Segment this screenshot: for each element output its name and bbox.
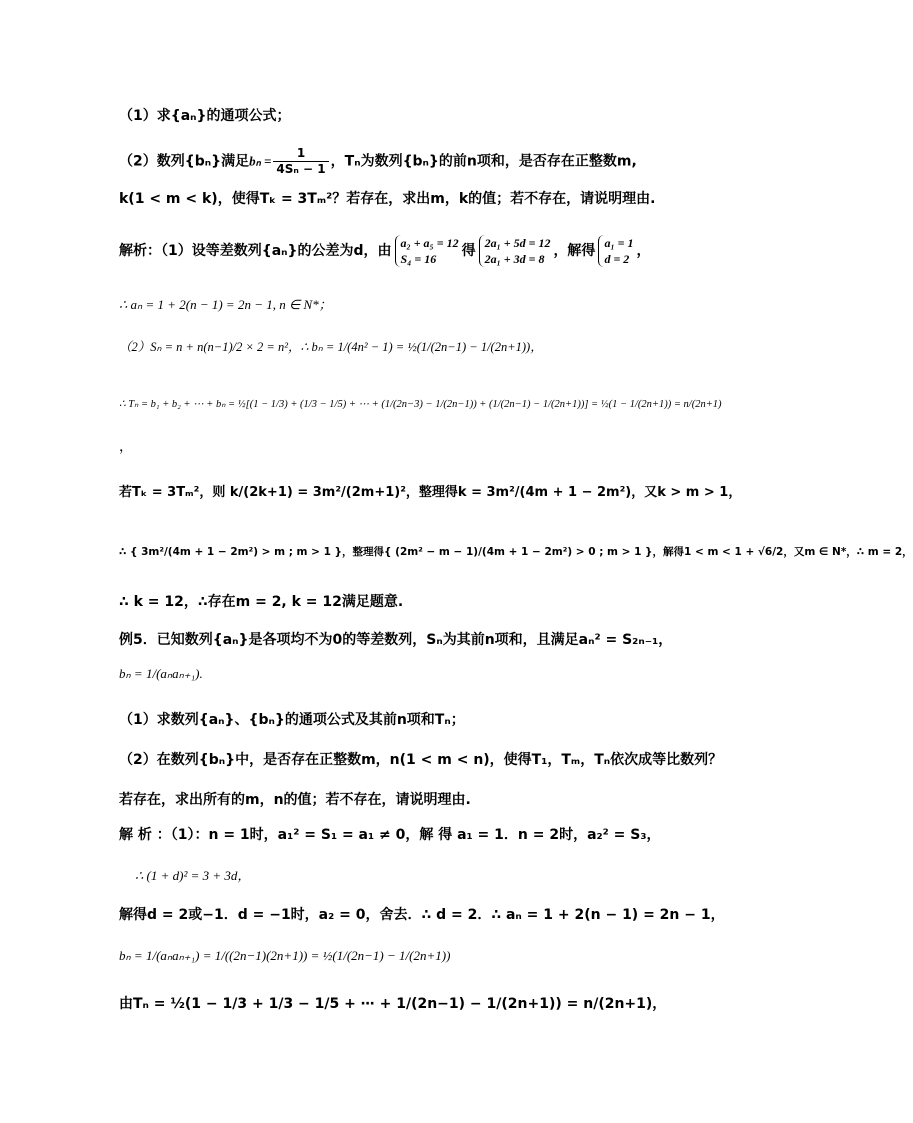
- d-equation: ∴ (1 + d)² = 3 + 3d，: [135, 868, 251, 883]
- equation-line: a₁ = 1: [604, 236, 634, 250]
- equation-line: 2a₁ + 3d = 8: [484, 252, 545, 266]
- equation-system-given: [395, 235, 459, 267]
- solution-part-1: [119, 235, 650, 267]
- conclusion: ∴ k = 12，∴存在m = 2, k = 12满足题意.: [119, 594, 404, 610]
- tn-telescoping-sum: ∴ Tₙ = b₁ + b₂ + ⋯ + bₙ = ½[(1 − 1/3) + (1/3 − 1/5) + ⋯ + (1/(2n−3) − 1/(2n−1)) + (1/(2n−1) − 1/(2n+1))] = ½(1 − 1/(2n+1)) = n/(2n+1): [119, 399, 722, 410]
- example-5-statement: 例5．已知数列{aₙ}是各项均不为0的等差数列，Sₙ为其前n项和，且满足aₙ² = S₂ₙ₋₁，: [119, 632, 673, 648]
- b-n-expansion: bₙ = 1/(aₙaₙ₊₁) = 1/((2n−1)(2n+1)) = ½(1/(2n−1) − 1/(2n+1)): [119, 948, 451, 963]
- question-part-2-prefix: （2）数列{bₙ}满足: [119, 153, 250, 170]
- connector-text: ，: [636, 243, 651, 259]
- b-n-fraction: [273, 146, 328, 177]
- fraction-denominator: 4Sₙ − 1: [276, 162, 326, 176]
- b-n-definition: bₙ = 1/(aₙaₙ₊₁).: [119, 666, 203, 681]
- question-part-2-suffix: ，Tₙ为数列{bₙ}的前n项和，是否存在正整数m,: [330, 153, 637, 170]
- inequality-system: ∴ { 3m²/(4m + 1 − 2m²) > m ; m > 1 }，整理得{ (2m² − m − 1)/(4m + 1 − 2m²) > 0 ; m > 1 }，解得1 < m < 1 + √6/2，又m ∈ N*，∴ m = 2，: [119, 546, 913, 558]
- trailing-comma: ，: [119, 439, 133, 455]
- example-5-part-2: （2）在数列{bₙ}中，是否存在正整数m，n(1 < m < n)，使得T₁，Tₘ，Tₙ依次成等比数列？: [119, 752, 723, 768]
- equation-system-solution: [598, 235, 633, 267]
- example-5-part-1: （1）求数列{aₙ}、{bₙ}的通项公式及其前n项和Tₙ；: [119, 712, 465, 728]
- equation-line: 2a₁ + 5d = 12: [484, 236, 551, 250]
- equation-line: a₂ + a₅ = 12: [400, 236, 459, 250]
- question-part-2: （2）数列{bₙ}满足bₙ = $\frac{1}{\text{4Sₙ − 1}}$ ，Tₙ为数列{bₙ}的前n项和，是否存在正整数m,: [119, 146, 637, 176]
- t-n-result: 由Tₙ = ½(1 − 1/3 + 1/3 − 1/5 + ⋯ + 1/(2n−1) − 1/(2n+1)) = n/(2n+1)，: [119, 996, 667, 1012]
- question-part-1: （1）求{aₙ}的通项公式；: [119, 108, 291, 124]
- equation-system-derived: [479, 235, 551, 267]
- example-5-part-2-cont: 若存在，求出所有的m，n的值；若不存在，请说明理由.: [119, 792, 471, 808]
- general-term-result: ∴ aₙ = 1 + 2(n − 1) = 2n − 1, n ∈ N*；: [119, 297, 332, 312]
- connector-text: ，解得: [553, 243, 596, 259]
- example-5-solution-1: 解 析 ：（1）：n = 1时，a₁² = S₁ = a₁ ≠ 0，解 得 a₁ = 1．n = 2时，a₂² = S₃，: [119, 827, 661, 843]
- sum-and-bn-derivation: （2）Sₙ = n + n(n−1)/2 × 2 = n²，∴ bₙ = 1/(4n² − 1) = ½(1/(2n−1) − 1/(2n+1))，: [119, 340, 543, 354]
- d-solution: 解得d = 2或−1．d = −1时，a₂ = 0，舍去．∴ d = 2．∴ aₙ = 1 + 2(n − 1) = 2n − 1，: [119, 907, 725, 923]
- question-part-2-cont: k(1 < m < k)，使得Tₖ = 3Tₘ²？若存在，求出m，k的值；若不存在，请说明理由.: [119, 191, 656, 207]
- fraction-numerator: 1: [273, 146, 328, 162]
- equation-line: d = 2: [604, 252, 630, 266]
- connector-text: 得: [461, 243, 476, 259]
- solution-intro: 解析：（1）设等差数列{aₙ}的公差为d，由: [119, 243, 392, 259]
- equation-line: S₄ = 16: [400, 252, 437, 266]
- condition-derivation: 若Tₖ = 3Tₘ²，则 k/(2k+1) = 3m²/(2m+1)²，整理得k = 3m²/(4m + 1 − 2m²)，又k > m > 1，: [119, 485, 742, 500]
